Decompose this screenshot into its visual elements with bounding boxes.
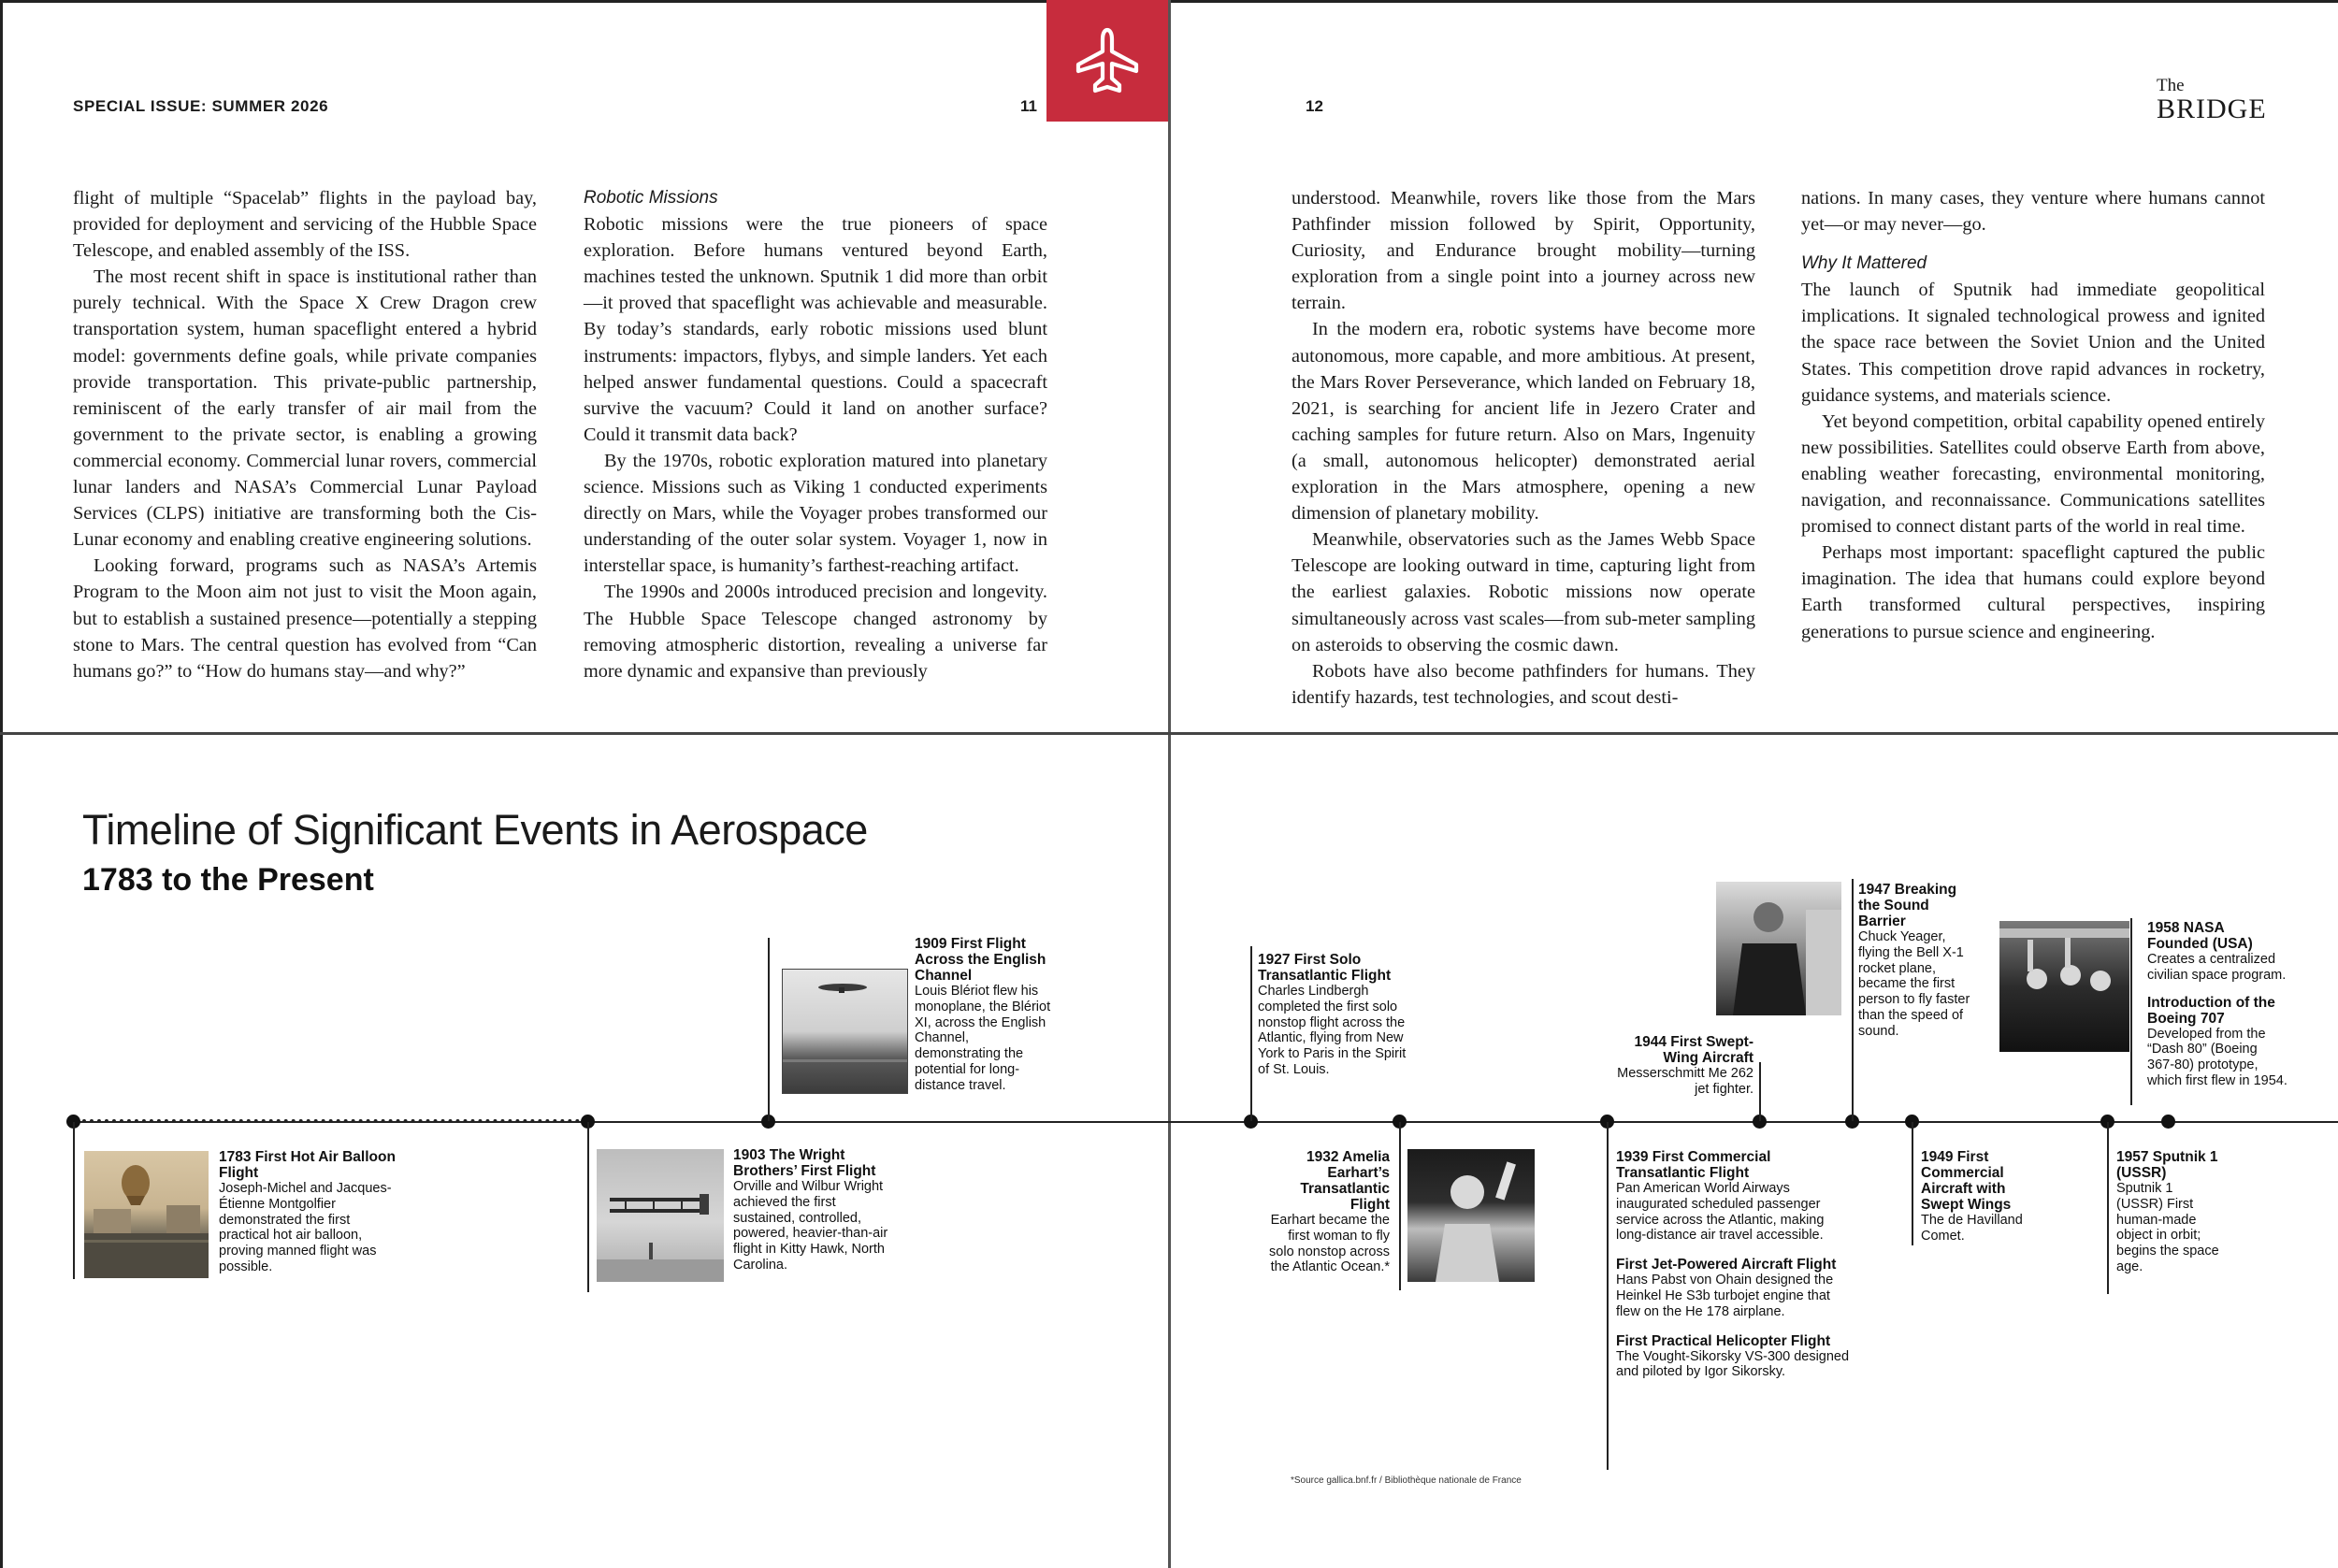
event-body: Chuck Yeager, flying the Bell X-1 rocket plane, became the first person to fly faster than the speed of sound.	[1858, 929, 1970, 1039]
timeline-stem-1939	[1607, 1122, 1609, 1470]
paragraph: By the 1970s, robotic exploration matured into planetary science. Missions such as Viking 1 conducted experiments directly on Mars, while the Voyager probes transformed our understanding of the outer solar system. Voyager 1, now in interstellar space, is humanity’s farthest-reaching artifact.	[584, 450, 1047, 577]
event-body: Joseph-Michel and Jacques-Étienne Montgolfier demonstrated the first practical hot air balloon, proving manned flight was possible.	[219, 1181, 392, 1274]
event-1909	[915, 936, 1055, 1094]
event-title: 1783 First Hot Air Balloon Flight	[219, 1149, 396, 1181]
event-title: 1939 First Commercial Transatlantic Flight	[1616, 1149, 1771, 1181]
paragraph: Looking forward, programs such as NASA’s Artemis Program to the Moon aim not just to visit the Moon again, but to establish a sustained presence—potentially a stepping stone to Mars. The central question has evolved from “Can humans go?” to “How do humans stay—and why?”	[73, 555, 537, 682]
paragraph: flight of multiple “Spacelab” flights in the payload bay, provided for deployment and servicing of the Hubble Space Telescope, and enabled assembly of the ISS.	[73, 188, 537, 262]
timeline-axis-dotted	[75, 1119, 587, 1123]
timeline-dot-1958	[2161, 1115, 2175, 1129]
page-border-left	[0, 0, 3, 1568]
event-body: Pan American World Airways inaugurated scheduled passenger service across the Atlantic, making long-distance air travel accessible.	[1616, 1181, 1825, 1244]
amelia-earhart-image	[1407, 1149, 1535, 1282]
timeline-subtitle: 1783 to the Present	[82, 862, 374, 898]
timeline-stem-1783	[73, 1122, 75, 1279]
section-heading: Why It Mattered	[1801, 253, 1927, 274]
event-title: 1944 First Swept-Wing Aircraft	[1634, 1034, 1754, 1066]
timeline-title: Timeline of Significant Events in Aerospace	[82, 806, 868, 854]
photo-source-footnote: *Source gallica.bnf.fr / Bibliothèque nationale de France	[1291, 1475, 1522, 1486]
timeline-stem-1958	[2130, 918, 2132, 1105]
paragraph: The most recent shift in space is institutional rather than purely technical. With the Space X Crew Dragon crew transportation system, human spaceflight entered a hybrid model: governments define goals, while private companies provide transportation. This private-public partnership, reminiscent of the early transfer of air mail from the government to the private sector, is enabling a growing commercial economy. Commercial lunar rovers, commercial lunar landers and NASA’s Commercial Lunar Payload Services (CLPS) initiative are transforming both the Cis-Lunar economy and enabling creative engineering solutions.	[73, 266, 537, 551]
event-body: Earhart became the first woman to fly solo nonstop across the Atlantic Ocean.*	[1269, 1213, 1390, 1275]
biplane-icon	[597, 1149, 724, 1282]
logo-the: The	[2157, 76, 2185, 95]
timeline-stem-1944	[1759, 1062, 1761, 1121]
balloon-icon	[84, 1151, 209, 1278]
event-body: Orville and Wilbur Wright achieved the first sustained, controlled, powered, heavier-than-air flight in Kitty Hawk, North Carolina.	[733, 1179, 888, 1273]
airplane-icon	[1073, 26, 1142, 95]
issue-label: SPECIAL ISSUE: SUMMER 2026	[73, 97, 329, 115]
event-title: 1947 Breaking the Sound Barrier	[1858, 882, 1957, 929]
event-1957	[2116, 1149, 2219, 1275]
section-heading: Robotic Missions	[584, 188, 718, 208]
page-number-right: 12	[1306, 97, 1323, 115]
event-body: The Vought-Sikorsky VS-300 designed and piloted by Igor Sikorsky.	[1616, 1348, 1850, 1380]
group-photo-icon	[1999, 921, 2129, 1052]
paragraph: nations. In many cases, they venture where humans cannot yet—or may never—go.	[1801, 188, 2265, 236]
paragraph: Robotic missions were the true pioneers of space exploration. Before humans ventured beyond Earth, machines tested the unknown. Sputnik 1 did more than orbit—it proved that spaceflight was achievable and measurable. By today’s standards, early robotic missions used blunt instruments: impactors, flybys, and simple landers. Yet each helped answer fundamental questions. Could a spacecraft survive the vacuum? Could it land on another surface? Could it transmit data back?	[584, 214, 1047, 445]
timeline-stem-1903	[587, 1122, 589, 1292]
event-body: Sputnik 1 (USSR) First human-made object in orbit; begins the space age.	[2116, 1181, 2219, 1274]
event-1783	[219, 1149, 397, 1275]
event-title: 1927 First Solo Transatlantic Flight	[1258, 952, 1392, 984]
article-column-1	[73, 185, 537, 684]
event-body: Messerschmitt Me 262 jet fighter.	[1617, 1066, 1754, 1097]
paragraph: In the modern era, robotic systems have become more autonomous, more capable, and more ambitious. At present, the Mars Rover Perseverance, which landed on February 18, 2021, is searching for ancient life in Jezero Crater and caching samples for future return. Also on Mars, Ingenuity (a small, autonomous helicopter) demonstrated aerial exploration in the Mars atmosphere, opening a new dimension of planetary mobility.	[1292, 319, 1755, 525]
monoplane-icon	[783, 970, 908, 1094]
article-column-4	[1801, 185, 2265, 645]
event-body: Developed from the “Dash 80” (Boeing 367-80) prototype, which first flew in 1954.	[2147, 1026, 2287, 1088]
airplane-badge	[1046, 0, 1168, 122]
event-title: First Practical Helicopter Flight	[1616, 1332, 1831, 1349]
event-body: Creates a centralized civilian space program.	[2147, 952, 2287, 983]
event-body: Charles Lindbergh completed the first solo nonstop flight across the Atlantic, flying from New York to Paris in the Spirit of St. Louis.	[1258, 984, 1407, 1077]
paragraph: Yet beyond competition, orbital capability opened entirely new possibilities. Satellites could observe Earth from above, enabling weather forecasting, environmental monitoring, navigation, and reconnaissance. Communications satellites promised to connect distant parts of the world in real time.	[1801, 410, 2265, 538]
wright-flyer-image	[597, 1149, 724, 1282]
page-number-left: 11	[1020, 97, 1037, 115]
nasa-founding-image	[1999, 921, 2129, 1052]
the-bridge-logo	[2157, 77, 2267, 123]
article-column-2	[584, 185, 1047, 684]
event-title: 1958 NASA Founded (USA)	[2147, 920, 2253, 952]
article-column-3	[1292, 185, 1755, 711]
pilot-icon	[1716, 882, 1841, 1015]
person-icon	[1407, 1149, 1535, 1282]
event-title: 1932 Amelia Earhart’s Transatlantic Flight	[1300, 1149, 1390, 1213]
event-title: 1949 First Commercial Aircraft with Swept Wings	[1921, 1149, 2012, 1213]
paragraph: understood. Meanwhile, rovers like those from the Mars Pathfinder mission followed by Spirit, Opportunity, Curiosity, and Endurance brought mobility—turning exploration from a single point into a journey across new terrain.	[1292, 188, 1755, 314]
balloon-illustration-image	[84, 1151, 209, 1278]
logo-bridge: BRIDGE	[2157, 94, 2267, 124]
paragraph: Perhaps most important: spaceflight captured the public imagination. The idea that humans could explore beyond Earth transformed cultural perspectives, inspiring generations to pursue science and engineering.	[1801, 542, 2265, 642]
event-1947	[1858, 882, 1975, 1040]
event-1949	[1921, 1149, 2038, 1244]
event-1958	[2147, 920, 2287, 1089]
event-body: Louis Blériot flew his monoplane, the Blériot XI, across the English Channel, demonstrating the potential for long-distance travel.	[915, 984, 1051, 1093]
event-title: 1957 Sputnik 1 (USSR)	[2116, 1149, 2218, 1181]
section-divider	[0, 732, 2338, 735]
timeline-stem-1949	[1912, 1122, 1913, 1245]
timeline-stem-1909	[768, 938, 770, 1121]
event-title: 1909 First Flight Across the English Channel	[915, 936, 1046, 984]
event-title: Introduction of the Boeing 707	[2147, 994, 2275, 1027]
paragraph: Robots have also become pathfinders for humans. They identify hazards, test technologies, and scout desti-	[1292, 660, 1755, 708]
event-title: First Jet-Powered Aircraft Flight	[1616, 1257, 1837, 1273]
timeline-stem-1957	[2107, 1122, 2109, 1294]
event-1939	[1616, 1149, 1850, 1380]
spread-spine	[1168, 0, 1171, 1568]
timeline-stem-1947	[1852, 879, 1854, 1121]
paragraph: Meanwhile, observatories such as the James Webb Space Telescope are looking outward in time, capturing light from the earliest galaxies. Robotic missions now operate simultaneously across vast scales—from sub-meter sampling on asteroids to observing the cosmic dawn.	[1292, 529, 1755, 655]
event-1927	[1258, 952, 1407, 1078]
timeline-stem-1927	[1250, 946, 1252, 1121]
bleriot-monoplane-image	[782, 969, 908, 1094]
event-1932	[1268, 1149, 1390, 1275]
timeline-stem-1932	[1399, 1122, 1401, 1290]
event-body: Hans Pabst von Ohain designed the Heinkel He S3b turbojet engine that flew on the He 178 airplane.	[1616, 1273, 1834, 1319]
event-1944	[1609, 1034, 1754, 1098]
event-body: The de Havilland Comet.	[1921, 1213, 2023, 1244]
paragraph: The 1990s and 2000s introduced precision and longevity. The Hubble Space Telescope changed astronomy by removing atmospheric distortion, revealing a universe far more dynamic and expansive than previously	[584, 582, 1047, 682]
paragraph: The launch of Sputnik had immediate geopolitical implications. It signaled technological prowess and ignited the space race between the Soviet Union and the United States. This competition drove rapid advances in rocketry, guidance systems, and materials science.	[1801, 280, 2265, 406]
event-title: 1903 The Wright Brothers’ First Flight	[733, 1147, 876, 1179]
event-1903	[733, 1147, 892, 1273]
chuck-yeager-image	[1716, 882, 1841, 1015]
